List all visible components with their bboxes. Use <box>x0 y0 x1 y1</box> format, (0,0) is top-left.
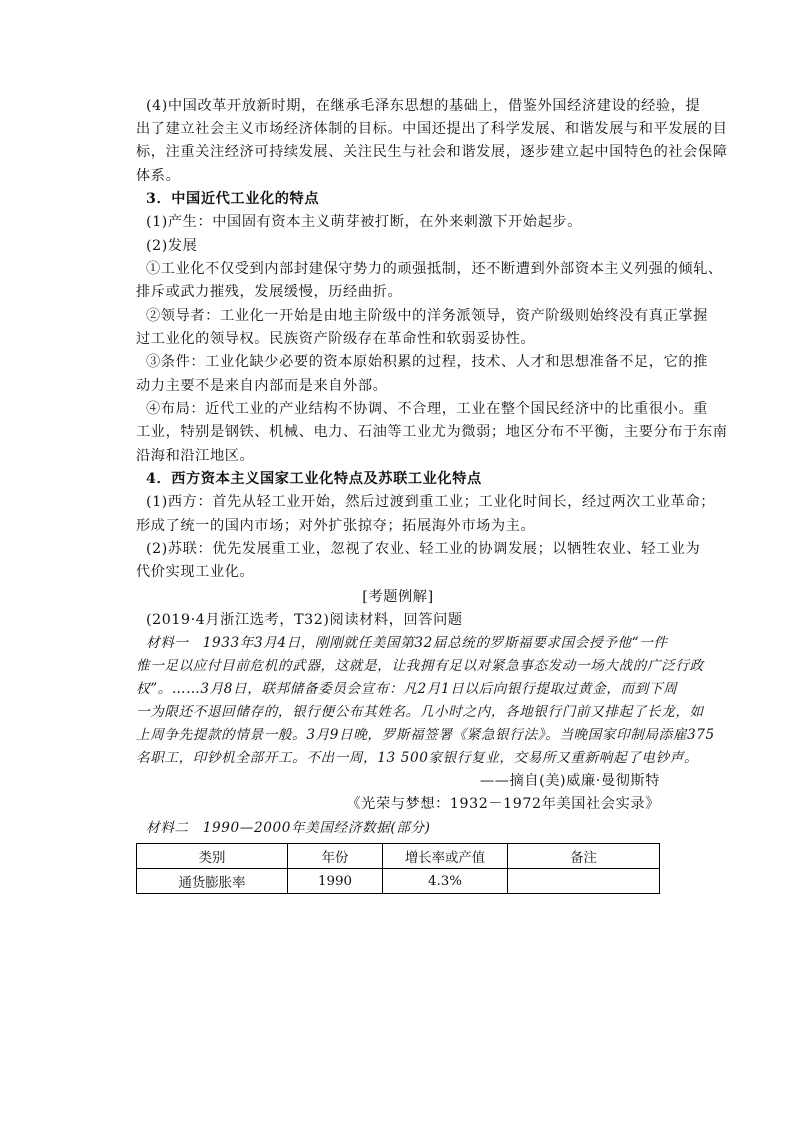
table-header-row <box>137 844 660 869</box>
paragraph-line: ②领导者：工业化一开始是由地主阶级中的洋务派领导，资产阶级则始终没有真正掌握 <box>146 308 708 324</box>
section-heading: 4．西方资本主义国家工业化特点及苏联工业化特点 <box>146 471 482 487</box>
material-line: 惟一足以应付目前危机的武器，这就是，让我拥有足以对紧急事态发动一场大战的广泛行政 <box>136 658 704 674</box>
citation-author: ——摘自(美)威廉·曼彻斯特 <box>479 773 660 789</box>
paragraph-line: 动力主要不是来自内部而是来自外部。 <box>136 378 388 394</box>
paragraph-line: 沿海和沿江地区。 <box>136 448 255 464</box>
table-cell: 1990 <box>288 869 383 894</box>
paragraph-line: 形成了统一的国内市场；对外扩张掠夺；拓展海外市场为主。 <box>136 518 536 534</box>
table-header-cell: 类别 <box>137 844 288 869</box>
paragraph-line: (4)中国改革开放新时期，在继承毛泽东思想的基础上，借鉴外国经济建设的经验，提 <box>146 98 701 114</box>
paragraph-line: 体系。 <box>136 168 181 184</box>
question-source: (2019·4月浙江选考，T32)阅读材料，回答问题 <box>146 612 463 628</box>
economic-data-table <box>136 843 660 894</box>
section-heading: 3．中国近代工业化的特点 <box>146 191 320 207</box>
paragraph-line: (2)发展 <box>146 238 198 254</box>
table-cell <box>508 869 660 894</box>
material-line: 上周争先提款的情景一般。3月9日晚，罗斯福签署《紧急银行法》。当晚国家印制局添雇375 <box>136 727 715 743</box>
material-line: 名职工，印钞机全部开工。不出一周，13 500家银行复业，交易所又重新响起了电钞声。 <box>136 750 699 766</box>
paragraph-line: (1)西方：首先从轻工业开始，然后过渡到重工业；工业化时间长，经过两次工业革命； <box>146 494 716 510</box>
paragraph-line: ①工业化不仅受到内部封建保守势力的顽强抵制，还不断遭到外部资本主义列强的倾轧、 <box>146 261 723 277</box>
example-heading: [考题例解] <box>362 589 434 605</box>
paragraph-line: 过工业化的领导权。民族资产阶级存在革命性和软弱妥协性。 <box>136 331 536 347</box>
table-header-cell: 备注 <box>508 844 660 869</box>
paragraph-line: 出了建立社会主义市场经济体制的目标。中国还提出了科学发展、和谐发展与和平发展的目 <box>136 121 728 137</box>
paragraph-line: (2)苏联：优先发展重工业，忽视了农业、轻工业的协调发展；以牺牲农业、轻工业为 <box>146 541 701 557</box>
paragraph-line: 排斥或武力摧残，发展缓慢，历经曲折。 <box>136 284 403 300</box>
table-cell: 通货膨胀率 <box>137 869 288 894</box>
paragraph-line: ④布局：近代工业的产业结构不协调、不合理，工业在整个国民经济中的比重很小。重 <box>146 401 708 417</box>
paragraph-line: 代价实现工业化。 <box>136 564 255 580</box>
paragraph-line: (1)产生：中国固有资本主义萌芽被打断，在外来刺激下开始起步。 <box>146 214 582 230</box>
table-header-cell: 年份 <box>288 844 383 869</box>
table-cell: 4.3% <box>383 869 508 894</box>
table-header-cell: 增长率或产值 <box>383 844 508 869</box>
citation-title: 《光荣与梦想：1932－1972年美国社会实录》 <box>346 796 660 812</box>
material-line: 一为限还不退回储存的，银行便公布其姓名。几小时之内，各地银行门前又排起了长龙，如 <box>136 704 704 720</box>
material-two-title: 材料二 1990—2000年美国经济数据(部分) <box>146 820 431 836</box>
paragraph-line: ③条件：工业化缺少必要的资本原始积累的过程，技术、人才和思想准备不足，它的推 <box>146 354 708 370</box>
table-row <box>137 869 660 894</box>
material-line: 材料一 1933年3月4日，刚刚就任美国第32届总统的罗斯福要求国会授予他“一件 <box>146 635 668 651</box>
paragraph-line: 工业，特别是钢铁、机械、电力、石油等工业尤为微弱；地区分布不平衡，主要分布于东南 <box>136 424 728 440</box>
material-line: 权”。……3月8日，联邦储备委员会宣布：凡2月1日以后向银行提取过黄金，而到下周 <box>136 681 678 697</box>
paragraph-line: 标，注重关注经济可持续发展、关注民生与社会和谐发展，逐步建立起中国特色的社会保障 <box>136 144 728 160</box>
